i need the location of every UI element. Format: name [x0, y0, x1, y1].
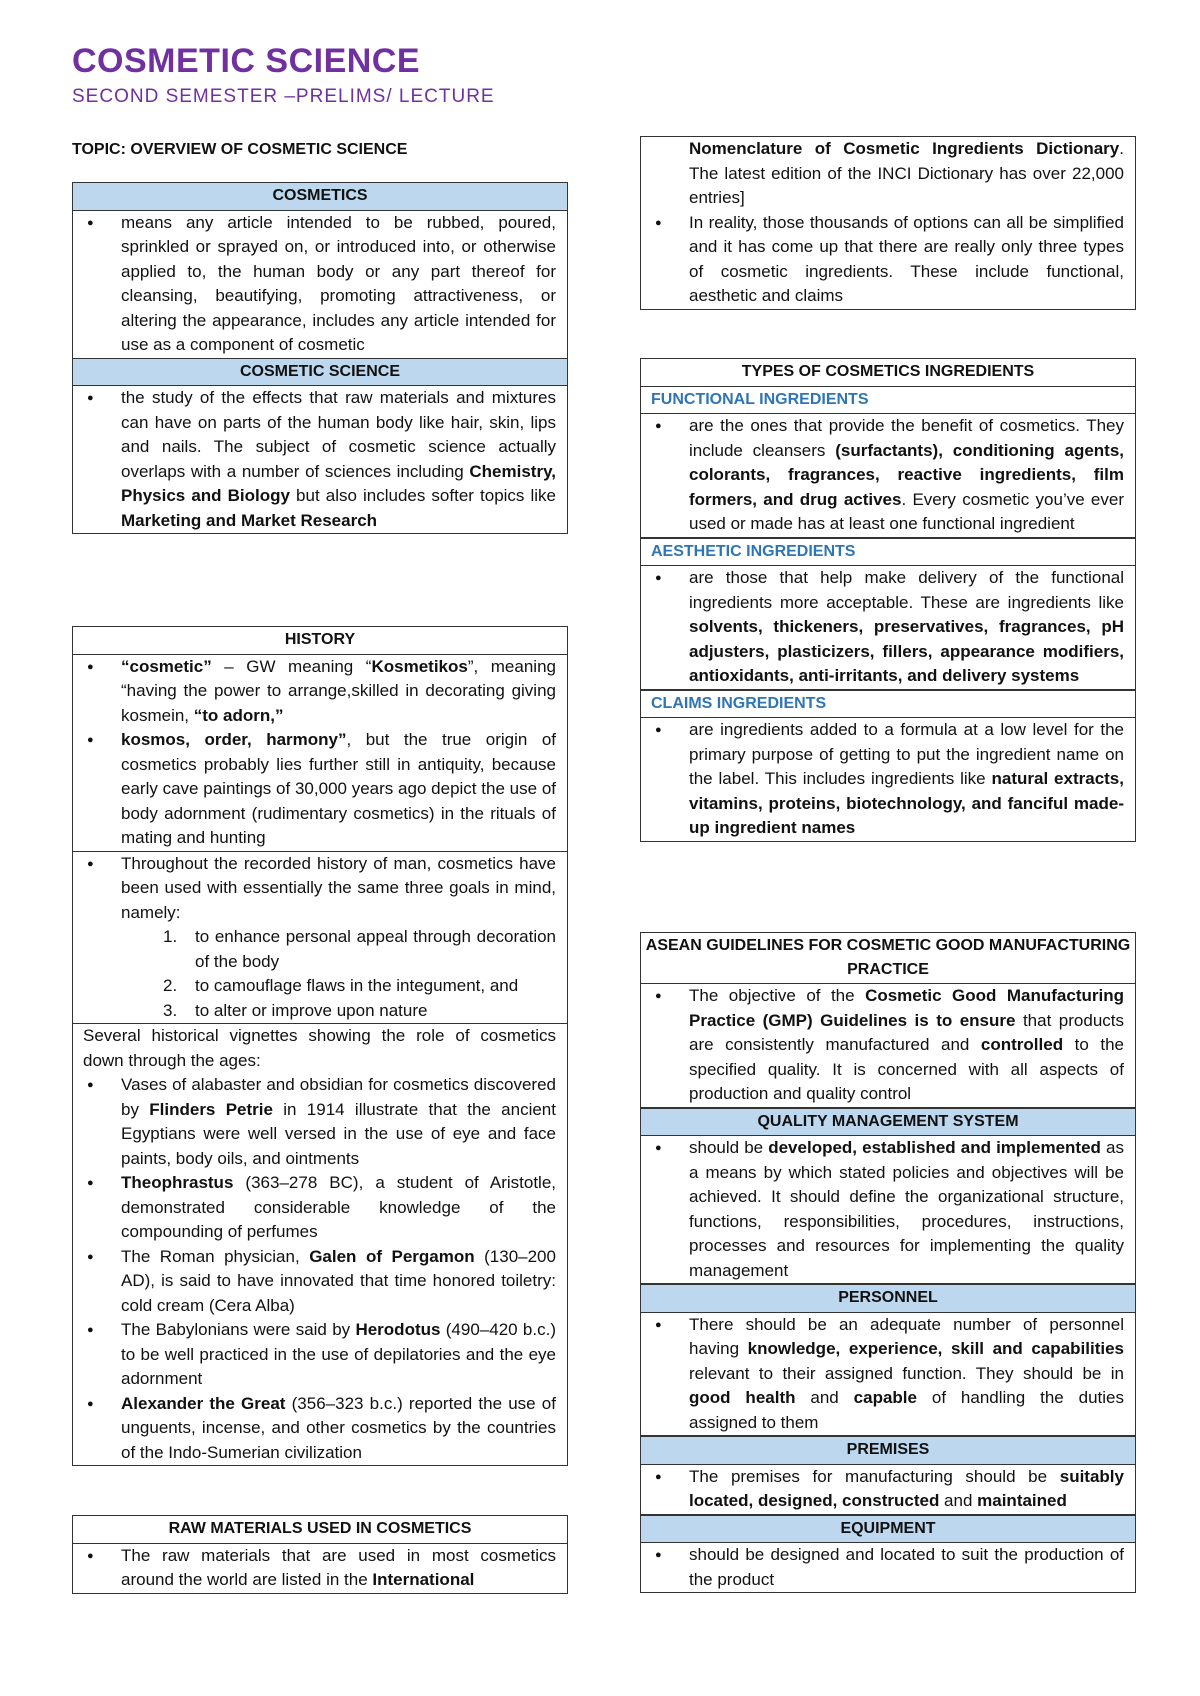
equipment-bullet: ● should be designed and located to suit the production of the product	[651, 1543, 1124, 1592]
qms-cell	[641, 1136, 1135, 1284]
vignette-item: ● The Roman physician, Galen of Pergamon (130–200 AD), is said to have innovated that time honored toiletry: cold cream (Cera Alba)	[83, 1245, 556, 1319]
goal-item: 2. to camouflage flaws in the integument, and	[163, 976, 519, 995]
claims-cell	[641, 718, 1135, 841]
inci-continuation-table	[640, 136, 1136, 310]
vignette-item: ● Theophrastus (363–278 BC), a student of Aristotle, demonstrated considerable knowledge of the compounding of perfumes	[83, 1171, 556, 1245]
raw-materials-table	[72, 1515, 568, 1594]
cosmetics-heading: COSMETICS	[73, 183, 567, 211]
history-table	[72, 626, 568, 1466]
functional-cell	[641, 414, 1135, 538]
history-goals-cell	[73, 852, 567, 1025]
cosmetic-science-def: ● the study of the effects that raw materials and mixtures can have on parts of the human body like hair, skin, lips and nails. The subject of cosmetic science actually overlaps with a number of sciences including Chemistry, Physics and Biology but also includes softer topics like Marketing and Market Research	[83, 386, 556, 533]
raw-materials-cell	[73, 1544, 567, 1593]
vignette-item: ● Alexander the Great (356–323 b.c.) reported the use of unguents, incense, and other cosmetics by the countries of the Indo-Sumerian civilization	[83, 1392, 556, 1466]
functional-bullet: ● are the ones that provide the benefit of cosmetics. They include cleansers (surfactants), conditioning agents, colorants, fragrances, reactive ingredients, film formers, and drug actives. Every cosmetic you’ve ever used or made has at least one functional ingredient	[651, 414, 1124, 537]
functional-heading: FUNCTIONAL INGREDIENTS	[641, 387, 1135, 415]
premises-cell	[641, 1465, 1135, 1515]
vignettes-lead: Several historical vignettes showing the role of cosmetics down through the ages:	[83, 1026, 556, 1070]
cosmetics-def-cell	[73, 211, 567, 359]
topic-line: TOPIC: OVERVIEW OF COSMETIC SCIENCE	[72, 141, 408, 158]
history-heading: HISTORY	[73, 627, 567, 655]
page-title: COSMETIC SCIENCE	[72, 42, 421, 80]
gmp-objective-bullet: ● The objective of the Cosmetic Good Manufacturing Practice (GMP) Guidelines is to ensure that products are consistently manufactured and controlled to the specified quality. It is concerned with all aspects of production and quality control	[651, 984, 1124, 1107]
history-goals-intro: ● Throughout the recorded history of man, cosmetics have been used with essentially the same three goals in mind, namely:	[83, 852, 556, 926]
inci-continued-text: Nomenclature of Cosmetic Ingredients Dictionary. The latest edition of the INCI Dictionary has over 22,000 entries]	[689, 139, 1124, 207]
inci-bullet-types: ● In reality, those thousands of options can all be simplified and it has come up that there are really only three types of cosmetic ingredients. These include functional, aesthetic and claims	[651, 211, 1124, 309]
asean-gmp-heading: ASEAN GUIDELINES FOR COSMETIC GOOD MANUFACTURING PRACTICE	[641, 933, 1135, 984]
premises-bullet: ● The premises for manufacturing should be suitably located, designed, constructed and maintained	[651, 1465, 1124, 1514]
aesthetic-heading: AESTHETIC INGREDIENTS	[641, 538, 1135, 567]
aesthetic-cell	[641, 566, 1135, 690]
vignette-item: ● The Babylonians were said by Herodotus (490–420 b.c.) to be well practiced in the use of depilatories and the eye adornment	[83, 1318, 556, 1392]
asean-gmp-table	[640, 932, 1136, 1593]
premises-heading: PREMISES	[641, 1436, 1135, 1465]
inci-cell	[641, 137, 1135, 309]
personnel-heading: PERSONNEL	[641, 1284, 1135, 1313]
equipment-cell	[641, 1543, 1135, 1592]
history-vignettes-cell	[73, 1024, 567, 1465]
ingredient-types-table	[640, 358, 1136, 842]
claims-bullet: ● are ingredients added to a formula at a low level for the primary purpose of getting to put the ingredient name on the label. This includes ingredients like natural extracts, vitamins, proteins, biotechnology, and fanciful made-up ingredient names	[651, 718, 1124, 841]
raw-materials-bullet: ● The raw materials that are used in most cosmetics around the world are listed in the International	[83, 1544, 556, 1593]
cosmetics-table	[72, 182, 568, 534]
vignette-item: ● Vases of alabaster and obsidian for cosmetics discovered by Flinders Petrie in 1914 illustrate that the ancient Egyptians were well versed in the use of eye and face paints, body oils, and ointments	[83, 1073, 556, 1171]
personnel-cell	[641, 1313, 1135, 1437]
gmp-objective-cell	[641, 984, 1135, 1108]
history-bullet-kosmos: ● kosmos, order, harmony”, but the true origin of cosmetics probably lies further still in antiquity, because early cave paintings of 30,000 years ago depict the use of body adornment (rudimentary cosmetics) in the rituals of mating and hunting	[83, 728, 556, 851]
personnel-bullet: ● There should be an adequate number of personnel having knowledge, experience, skill and capabilities relevant to their assigned function. They should be in good health and capable of handling the duties assigned to them	[651, 1313, 1124, 1436]
history-bullet-cosmetic: ● “cosmetic” – GW meaning “Kosmetikos”, meaning “having the power to arrange,skilled in decorating giving kosmein, “to adorn,”	[83, 655, 556, 729]
qms-bullet: ● should be developed, established and implemented as a means by which stated policies and objectives will be achieved. It should define the organizational structure, functions, responsibilities, procedures, instructions, processes and resources for implementing the quality management	[651, 1136, 1124, 1283]
goal-item: 1. to enhance personal appeal through decoration of the body	[163, 927, 556, 971]
ingredient-types-heading: TYPES OF COSMETICS INGREDIENTS	[641, 359, 1135, 387]
raw-materials-heading: RAW MATERIALS USED IN COSMETICS	[73, 1516, 567, 1544]
qms-heading: QUALITY MANAGEMENT SYSTEM	[641, 1108, 1135, 1137]
cosmetics-def: ● means any article intended to be rubbed, poured, sprinkled or sprayed on, or introduced into, or otherwise applied to, the human body or any part thereof for cleansing, beautifying, promoting attractiveness, or altering the appearance, includes any article intended for use as a component of cosmetic	[83, 211, 556, 358]
equipment-heading: EQUIPMENT	[641, 1515, 1135, 1544]
cosmetic-science-heading: COSMETIC SCIENCE	[73, 359, 567, 387]
claims-heading: CLAIMS INGREDIENTS	[641, 690, 1135, 719]
history-etymology-cell	[73, 655, 567, 852]
page-subtitle: SECOND SEMESTER –PRELIMS/ LECTURE	[72, 86, 495, 107]
aesthetic-bullet: ● are those that help make delivery of the functional ingredients more acceptable. These are ingredients like solvents, thickeners, preservatives, fragrances, pH adjusters, plasticizers, fillers, appearance modifiers, antioxidants, anti-irritants, and delivery systems	[651, 566, 1124, 689]
goal-item: 3. to alter or improve upon nature	[163, 1000, 428, 1020]
cosmetic-science-cell	[73, 386, 567, 533]
